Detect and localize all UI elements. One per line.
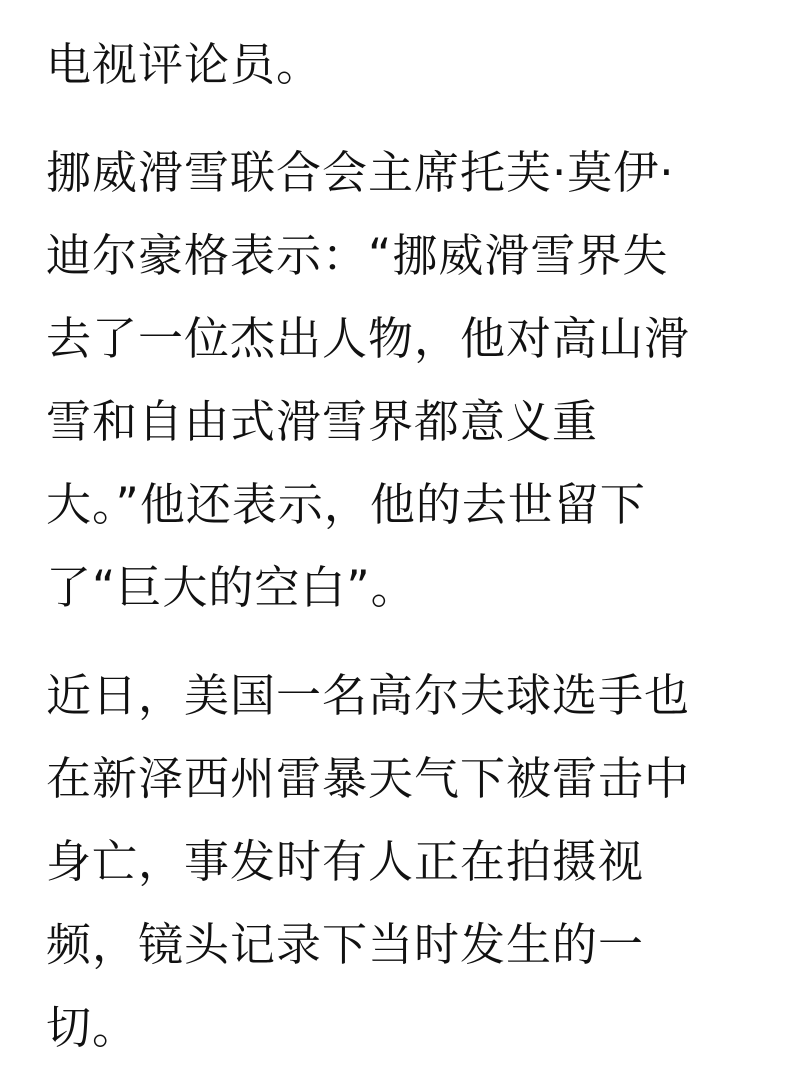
paragraph-3-line-5: 切。 — [46, 1001, 139, 1054]
paragraph-2-line-3: 去了一位杰出人物，他对高山滑 — [46, 312, 691, 365]
paragraph-1-line-1: 电视评论员。 — [46, 38, 323, 91]
paragraph-3-line-4: 频，镜头记录下当时发生的一 — [46, 918, 645, 971]
paragraph-2-line-4: 雪和自由式滑雪界都意义重 — [46, 395, 599, 448]
paragraph-3-line-3: 身亡，事发时有人正在拍摄视 — [46, 835, 645, 888]
paragraph-3-line-1: 近日，美国一名高尔夫球选手也 — [46, 669, 691, 722]
paragraph-2-line-5: 大。”他还表示，他的去世留下 — [46, 478, 646, 531]
paragraph-2-line-2: 迪尔豪格表示：“挪威滑雪界失 — [46, 229, 669, 282]
paragraph-2-line-1: 挪威滑雪联合会主席托芙·莫伊· — [46, 146, 675, 199]
paragraph-2-line-6: 了“巨大的空白”。 — [46, 561, 417, 614]
paragraph-3-line-2: 在新泽西州雷暴天气下被雷击中 — [46, 752, 691, 805]
